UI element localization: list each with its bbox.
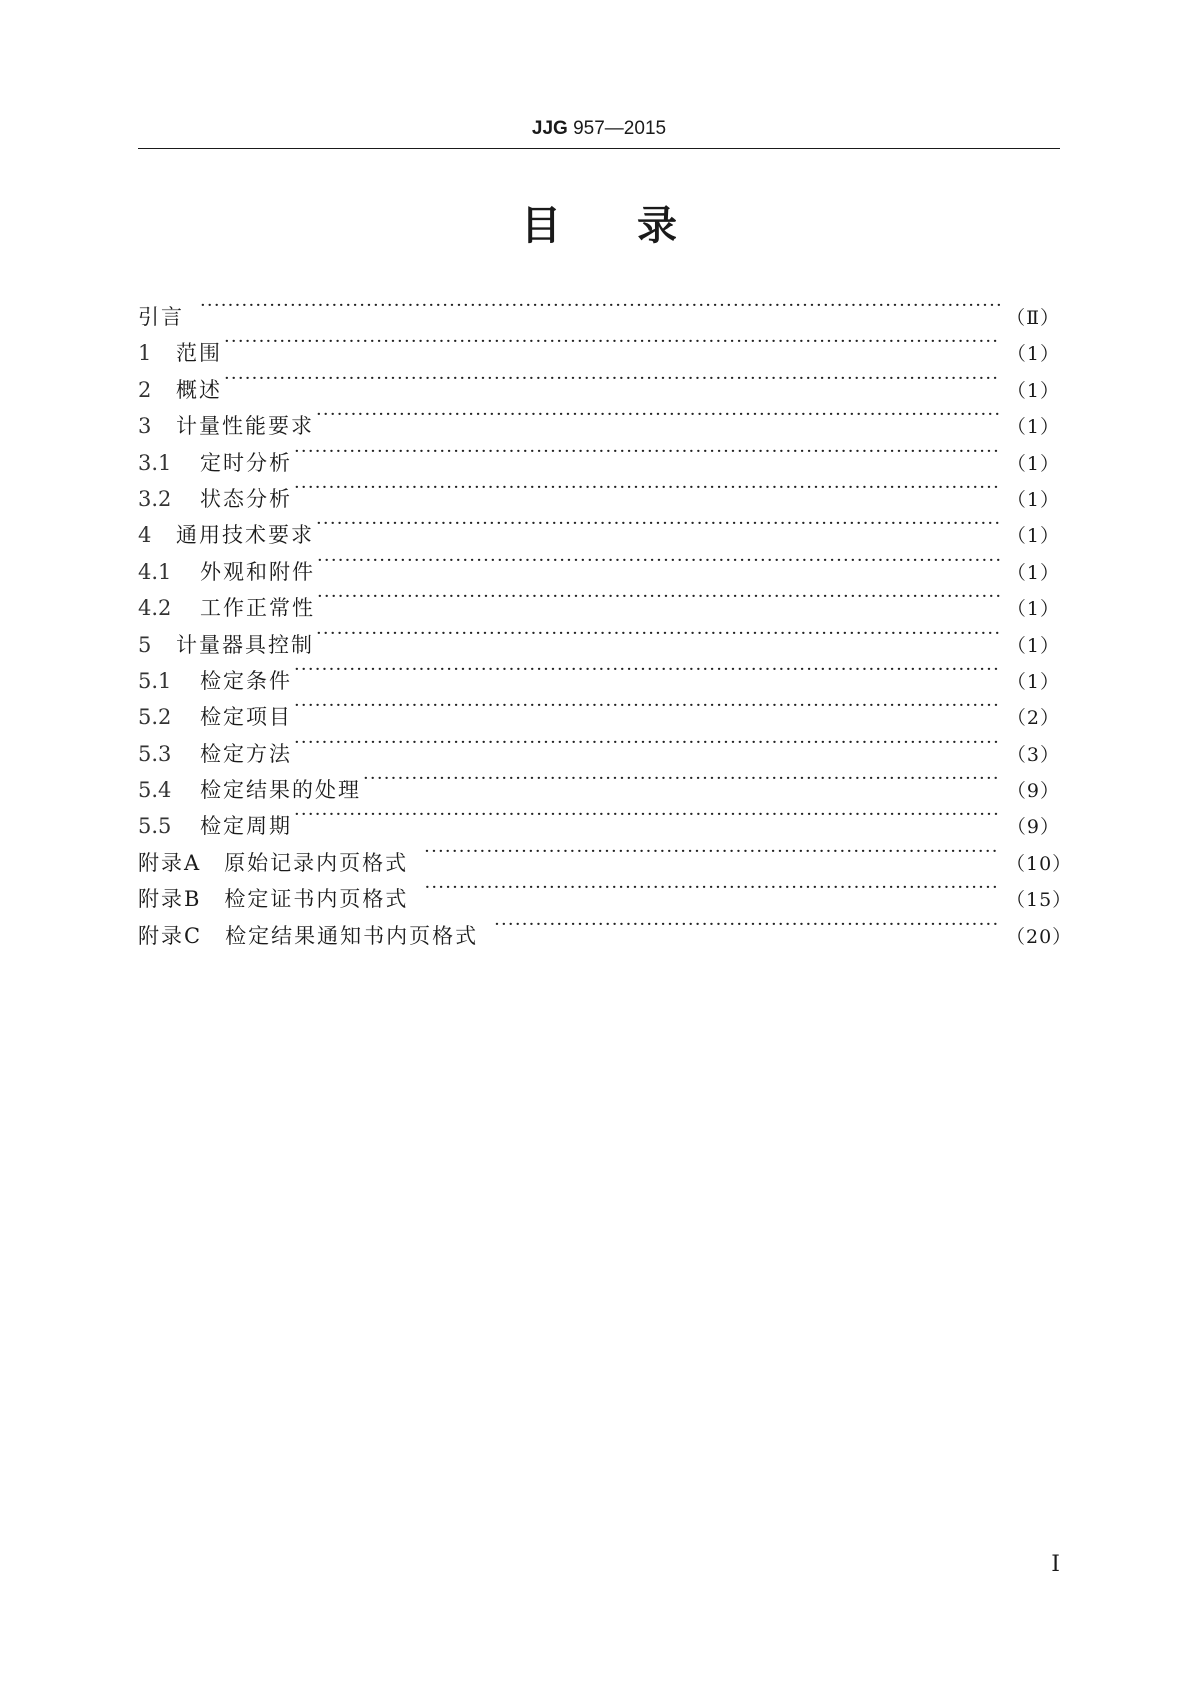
toc-dot-leader [224, 361, 1000, 397]
title-char-1: 目 [521, 203, 561, 249]
toc-entry-label: 通用技术要求 [176, 523, 314, 548]
toc-entry-label: 检定结果的处理 [200, 778, 361, 803]
toc-dot-leader [424, 870, 1000, 906]
toc-dot-leader [316, 506, 1000, 542]
toc-entry-number: 2 [138, 377, 152, 402]
toc-entry-number: 3 [138, 414, 152, 439]
toc-entry-label: 引言 [138, 305, 184, 329]
toc-entry[interactable] [138, 397, 1060, 439]
toc-entry-page: （9） [1006, 816, 1060, 839]
toc-entry-page: （1） [1006, 379, 1060, 402]
toc-entry-number: 5.2 [138, 705, 172, 730]
toc-entry-page: （20） [1006, 925, 1073, 948]
running-header [138, 118, 1060, 150]
standard-code-number: 957—2015 [567, 118, 667, 139]
toc-entry-number: 3.2 [138, 486, 172, 511]
toc-dot-leader [317, 543, 1000, 579]
toc-entry-number: 5.1 [138, 668, 172, 693]
toc-entry-number: 5.3 [138, 741, 172, 766]
toc-entry-page: （Ⅱ） [1006, 307, 1060, 329]
toc-entry-page: （1） [1006, 452, 1060, 475]
toc-dot-leader [294, 688, 1000, 724]
page-number: Ⅰ [1051, 1552, 1060, 1577]
toc-dot-leader [316, 397, 1000, 433]
toc-dot-leader [294, 434, 1000, 470]
toc-dot-leader [224, 324, 1000, 360]
toc-entry-label: 检定周期 [200, 814, 292, 839]
toc-entry-label: 外观和附件 [200, 559, 315, 584]
toc-dot-leader [294, 725, 1000, 761]
toc-entry-number: 4.2 [138, 596, 172, 621]
toc-entry-number: 5.5 [138, 814, 172, 839]
toc-dot-leader [363, 761, 1000, 797]
toc-entry-label: 附录A 原始记录内页格式 [138, 850, 409, 875]
toc-entry[interactable] [138, 288, 1060, 329]
page-title [138, 202, 1060, 250]
toc-entry-label: 状态分析 [200, 486, 292, 511]
toc-entry-label: 定时分析 [200, 450, 292, 475]
toc-entry-number: 4.1 [138, 559, 172, 584]
toc-dot-leader [200, 288, 1000, 324]
toc-entry-number: 5 [138, 632, 152, 657]
toc-entry-page: （10） [1006, 852, 1073, 875]
toc-entry-label: 检定方法 [200, 741, 292, 766]
toc-entry-page: （1） [1006, 598, 1060, 621]
title-char-2: 录 [637, 203, 677, 249]
toc-entry-label: 附录C 检定结果通知书内页格式 [138, 923, 479, 948]
toc-dot-leader [316, 616, 1000, 652]
toc-entry-page: （1） [1006, 670, 1060, 693]
toc-entry[interactable] [138, 324, 1060, 366]
toc-entry-page: （15） [1006, 889, 1073, 912]
toc-entry-label: 概述 [176, 377, 222, 402]
toc-entry-page: （1） [1006, 343, 1060, 366]
toc-entry-page: （1） [1006, 488, 1060, 511]
toc-entry-label: 检定条件 [200, 668, 292, 693]
toc-entry-label: 计量性能要求 [176, 414, 314, 439]
toc-entry-page: （1） [1006, 561, 1060, 584]
toc-entry-number: 1 [138, 341, 152, 366]
toc-entry-number: 3.1 [138, 450, 172, 475]
toc-entry-number: 5.4 [138, 778, 172, 803]
toc-dot-leader [294, 797, 1000, 833]
standard-code-prefix: JJG [531, 118, 568, 139]
toc-dot-leader [494, 907, 1000, 943]
toc-dot-leader [424, 834, 1000, 870]
toc-entry-page: （1） [1006, 416, 1060, 439]
toc-dot-leader [294, 470, 1000, 506]
table-of-contents [138, 288, 1073, 948]
toc-entry-page: （2） [1006, 707, 1060, 730]
toc-entry-page: （1） [1006, 525, 1060, 548]
header-rule [138, 148, 1060, 149]
toc-entry-number: 4 [138, 523, 152, 548]
toc-entry-label: 工作正常性 [200, 596, 315, 621]
toc-entry-label: 范围 [176, 341, 222, 366]
toc-dot-leader [294, 652, 1000, 688]
toc-entry-page: （9） [1006, 780, 1060, 803]
toc-entry-label: 检定项目 [200, 705, 292, 730]
toc-entry[interactable] [138, 361, 1060, 402]
toc-entry-page: （1） [1006, 634, 1060, 657]
toc-entry-label: 附录B 检定证书内页格式 [138, 887, 409, 912]
toc-entry-label: 计量器具控制 [176, 632, 314, 657]
toc-dot-leader [317, 579, 1000, 615]
toc-entry-page: （3） [1006, 743, 1060, 766]
